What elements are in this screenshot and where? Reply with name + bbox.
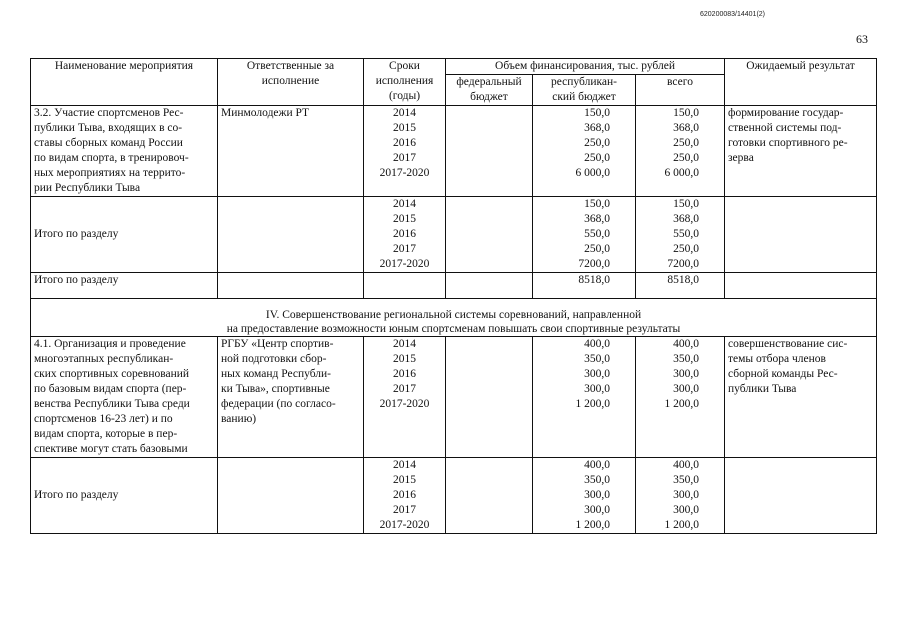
- subtotal-label: Итого по разделу: [31, 273, 218, 299]
- header-responsible: Ответственные за исполнение: [218, 59, 364, 106]
- table-row-3-2: [31, 106, 877, 197]
- activity-name: 3.2. Участие спортсменов Рес- публики Тыва, входящих в со- ставы сборных команд России по видам спорта, в тренировоч- ных мероприятиях на террито- рии Республики Тыва: [31, 106, 218, 197]
- federal-budget: [446, 458, 533, 534]
- years: 2014 2015 2016 2017 2017-2020: [364, 106, 446, 197]
- federal-budget: [446, 197, 533, 273]
- empty-cell: [725, 458, 877, 534]
- subtotal-row: [31, 197, 877, 273]
- responsible: РГБУ «Центр спортив- ной подготовки сбор- ных команд Республи- ки Тыва», спортивные федерации (по согласо- ванию): [218, 337, 364, 458]
- funding-table: [30, 58, 877, 534]
- header-name: Наименование мероприятия: [31, 59, 218, 106]
- header-total: всего: [636, 75, 725, 106]
- subtotal-row: [31, 458, 877, 534]
- total-budget: 150,0 368,0 550,0 250,0 7200,0: [636, 197, 725, 273]
- subtotal-label: Итого по разделу: [31, 458, 218, 534]
- years: 2014 2015 2016 2017 2017-2020: [364, 458, 446, 534]
- republic-budget: 8518,0: [533, 273, 636, 299]
- header-federal: федеральный бюджет: [446, 75, 533, 106]
- responsible: Минмолодежи РТ: [218, 106, 364, 197]
- republic-budget: 400,0 350,0 300,0 300,0 1 200,0: [533, 458, 636, 534]
- document-id: 620200083/14401(2): [700, 11, 766, 18]
- subtotal-label: Итого по разделу: [31, 197, 218, 273]
- header-result: Ожидаемый результат: [725, 59, 877, 106]
- empty-cell: [218, 273, 364, 299]
- header-terms: Сроки исполнения (годы): [364, 59, 446, 106]
- empty-cell: [725, 197, 877, 273]
- republic-budget: 150,0 368,0 250,0 250,0 6 000,0: [533, 106, 636, 197]
- empty-cell: [725, 273, 877, 299]
- table-row-4-1: [31, 337, 877, 458]
- years: 2014 2015 2016 2017 2017-2020: [364, 337, 446, 458]
- expected-result: формирование государ- ственной системы под- готовки спортивного ре- зерва: [725, 106, 877, 197]
- header-republic: республикан- ский бюджет: [533, 75, 636, 106]
- empty-cell: [364, 273, 446, 299]
- total-budget: 400,0 350,0 300,0 300,0 1 200,0: [636, 458, 725, 534]
- federal-budget: [446, 106, 533, 197]
- empty-cell: [218, 458, 364, 534]
- section-title-row: [31, 299, 877, 337]
- federal-budget: [446, 337, 533, 458]
- republic-budget: 400,0 350,0 300,0 300,0 1 200,0: [533, 337, 636, 458]
- section-title: IV. Совершенствование региональной системы соревнований, направленной на предоставление возможности юным спортсменам повышать свои спортивные результаты: [31, 299, 877, 337]
- federal-budget: [446, 273, 533, 299]
- republic-budget: 150,0 368,0 550,0 250,0 7200,0: [533, 197, 636, 273]
- years: 2014 2015 2016 2017 2017-2020: [364, 197, 446, 273]
- page-number: 63: [856, 32, 868, 46]
- table-header-row-1: [31, 59, 877, 75]
- total-budget: 400,0 350,0 300,0 300,0 1 200,0: [636, 337, 725, 458]
- activity-name: 4.1. Организация и проведение многоэтапных республикан- ских спортивных соревнований по базовым видам спорта (пер- венства Республики Тыва среди спортсменов 16-23 лет) и по видам спорта, которые в пер- спективе могут стать базовыми: [31, 337, 218, 458]
- expected-result: совершенствование сис- темы отбора членов сборной команды Рес- публики Тыва: [725, 337, 877, 458]
- empty-cell: [218, 197, 364, 273]
- header-funding: Объем финансирования, тыс. рублей: [446, 59, 725, 75]
- total-budget: 150,0 368,0 250,0 250,0 6 000,0: [636, 106, 725, 197]
- total-budget: 8518,0: [636, 273, 725, 299]
- subtotal-row: [31, 273, 877, 299]
